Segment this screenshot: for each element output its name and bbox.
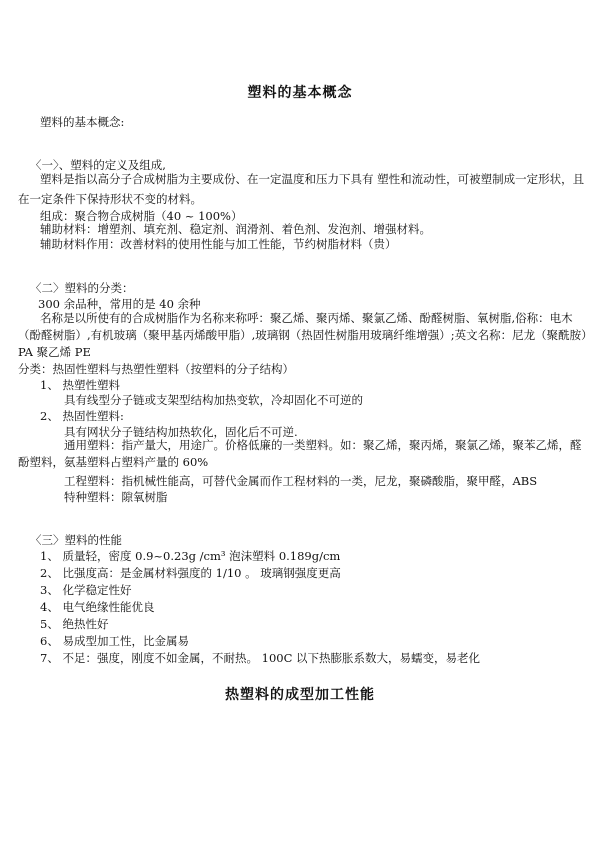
section2-general-plastics: 通用塑料：指产量大，用途广。价格低廉的一类塑料。如：聚乙烯，聚丙烯，聚氯乙烯，聚苯乙烯，醛酚塑料，氨基塑料占塑料产量的 60%: [18, 438, 582, 469]
section1-additives: 辅助材料：增塑剂、填充剂、稳定剂、润滑剂、着色剂、发泡剂、增强材料。: [40, 222, 431, 236]
section1-heading: 〈一〉、塑料的定义及组成,: [30, 158, 166, 172]
section2-special-plastics: 特种塑料：隙氧树脂: [64, 490, 168, 504]
section2-naming: 名称是以所使有的合成树脂作为名称来称呼：聚乙烯、聚丙烯、聚氯乙烯、酚醛树脂、氧树脂,俗称：电木（酚醛树脂）,有机玻璃（聚甲基丙烯酸甲脂）,玻璃钢（热固性树脂用玻璃纤维增强）;英文名称：尼龙（聚酰胺）PA 聚乙烯 PE: [18, 311, 587, 359]
section1-composition: 组成：聚合物合成树脂（40 ~ 100%）: [40, 209, 243, 223]
section3-item-2: 2、 比强度高：是金属材料强度的 1/10 。 玻璃钢强度更高: [40, 566, 341, 580]
section1-additives-role: 辅助材料作用：改善材料的使用性能与加工性能，节约树脂材料（贵）: [40, 237, 397, 251]
section2-item2-desc: 具有网状分子链结构加热软化，固化后不可逆.: [64, 425, 298, 439]
section2-engineering-plastics: 工程塑料：指机械性能高，可替代金属而作工程材料的一类，尼龙，聚磷酸脂，聚甲醛，ABS: [64, 474, 538, 488]
section3-item-6: 6、 易成型加工性，比金属易: [40, 634, 189, 648]
section2-item1-title: 1、 热塑性塑料: [40, 378, 120, 392]
section3-item-4: 4、 电气绝缘性能优良: [40, 600, 155, 614]
document-title: 塑料的基本概念: [247, 85, 353, 101]
intro-text: 塑料的基本概念:: [40, 115, 125, 129]
section2-classify: 分类：热固性塑料与热塑性塑料（按塑料的分子结构）: [18, 362, 294, 376]
section3-item-1: 1、 质量轻，密度 0.9~0.23g /cm³ 泡沫塑料 0.189g/cm: [40, 549, 341, 563]
section3-heading: 〈三〉塑料的性能: [30, 533, 122, 547]
section2-item1-desc: 具有线型分子链或支架型结构加热变软，冷却固化不可逆的: [64, 393, 363, 407]
section2-varieties: 300 余品种，常用的是 40 余种: [38, 297, 201, 311]
section2-heading: 〈二〉塑料的分类：: [30, 281, 134, 295]
footer-title: 热塑料的成型加工性能: [225, 687, 375, 703]
section3-item-3: 3、 化学稳定性好: [40, 583, 132, 597]
section3-item-5: 5、 绝热性好: [40, 617, 109, 631]
section2-item2-title: 2、 热固性塑料:: [40, 409, 124, 423]
section3-item-7: 7、 不足：强度，刚度不如金属，不耐热。 100C 以下热膨胀系数大，易蠕变，易老化: [40, 651, 481, 665]
section1-definition: 塑料是指以高分子合成树脂为主要成份、在一定温度和压力下具有 塑性和流动性，可被塑制成一定形状，且在一定条件下保持形状不变的材料。: [18, 172, 585, 206]
